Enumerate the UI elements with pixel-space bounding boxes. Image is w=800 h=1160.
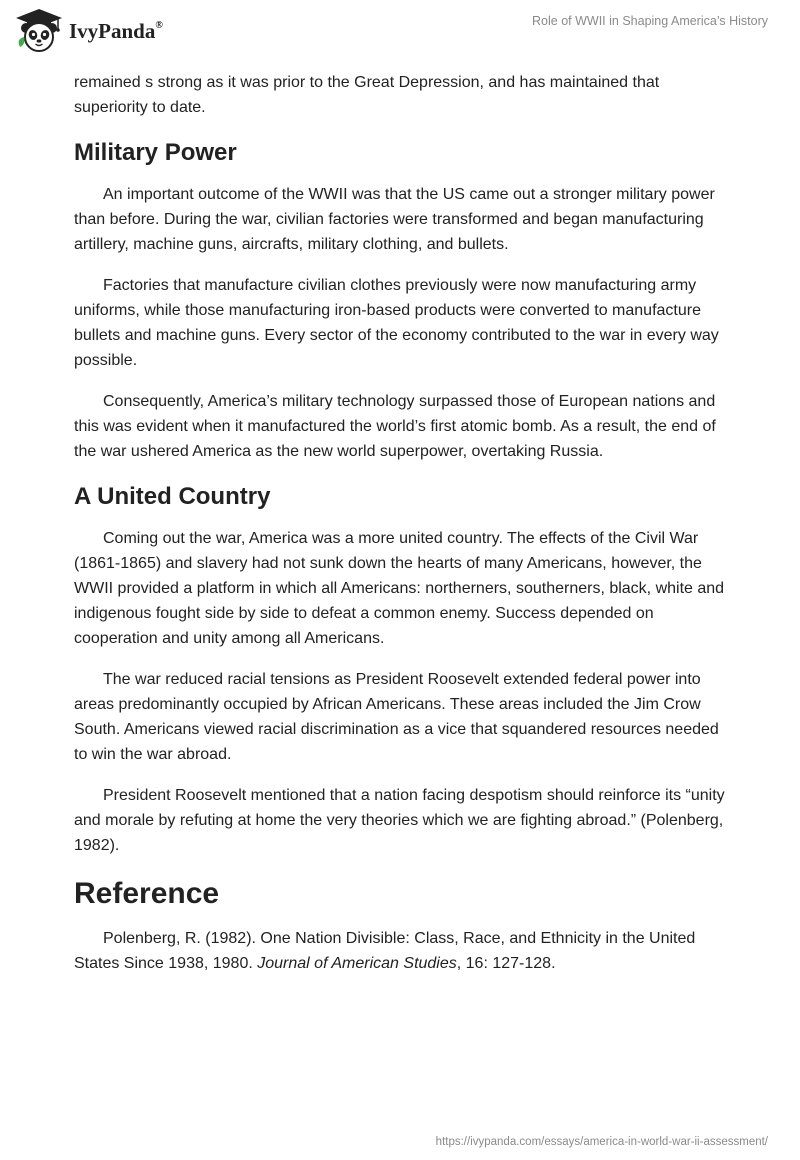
reference-entry [74, 926, 734, 976]
reference-journal: Journal of American Studies [257, 955, 457, 972]
paragraph: Factories that manufacture civilian clothes previously were now manufacturing army uniforms, while those manufacturing iron-based products were converted to manufacture bullets and machine guns. Every sector of the economy contributed to the war in every way possible. [74, 277, 719, 369]
reference-heading: Reference [74, 877, 220, 910]
essay-body [74, 70, 734, 992]
paragraph: The war reduced racial tensions as President Roosevelt extended federal power into areas predominantly occupied by African Americans. These areas included the Jim Crow South. Americans viewed racial discrimination as a vice that squandered resources needed to win the war abroad. [74, 671, 719, 763]
panda-graduate-icon [14, 7, 64, 53]
intro-continuation-paragraph: remained s strong as it was prior to the Great Depression, and has maintained that superiority to date. [74, 74, 660, 116]
section-heading-military-power: Military Power [74, 139, 237, 166]
brand-name: IvyPanda® [69, 18, 163, 43]
registered-mark: ® [155, 19, 163, 31]
paragraph: Coming out the war, America was a more united country. The effects of the Civil War (1861-1865) and slavery had not sunk down the hearts of many Americans, however, the WWII provided a platform in which all Americans: northerners, southerners, black, white and indigenous fought side by side to defeat a common enemy. Success depended on cooperation and unity among all Americans. [74, 530, 725, 647]
document-title: Role of WWII in Shaping America’s History [532, 14, 768, 28]
reference-text-before: Polenberg, R. (1982). One Nation Divisible: Class, Race, and Ethnicity in the United States Since 1938, 1980. [74, 930, 696, 972]
paragraph: An important outcome of the WWII was that the US came out a stronger military power than before. During the war, civilian factories were transformed and began manufacturing artillery, machine guns, aircrafts, military clothing, and bullets. [74, 186, 715, 253]
brand-logo[interactable] [14, 7, 163, 53]
reference-text-after: , 16: 127-128. [456, 955, 556, 972]
source-url-link[interactable]: https://ivypanda.com/essays/america-in-world-war-ii-assessment/ [435, 1136, 768, 1148]
paragraph: President Roosevelt mentioned that a nation facing despotism should reinforce its “unity and morale by refuting at home the very theories which we are fighting abroad.” (Polenberg, 1982). [74, 787, 725, 854]
page-header [0, 0, 800, 64]
section-heading-united-country: A United Country [74, 483, 271, 510]
paragraph: Consequently, America’s military technology surpassed those of European nations and this was evident when it manufactured the world’s first atomic bomb. As a result, the end of the war ushered America as the new world superpower, overtaking Russia. [74, 393, 716, 460]
